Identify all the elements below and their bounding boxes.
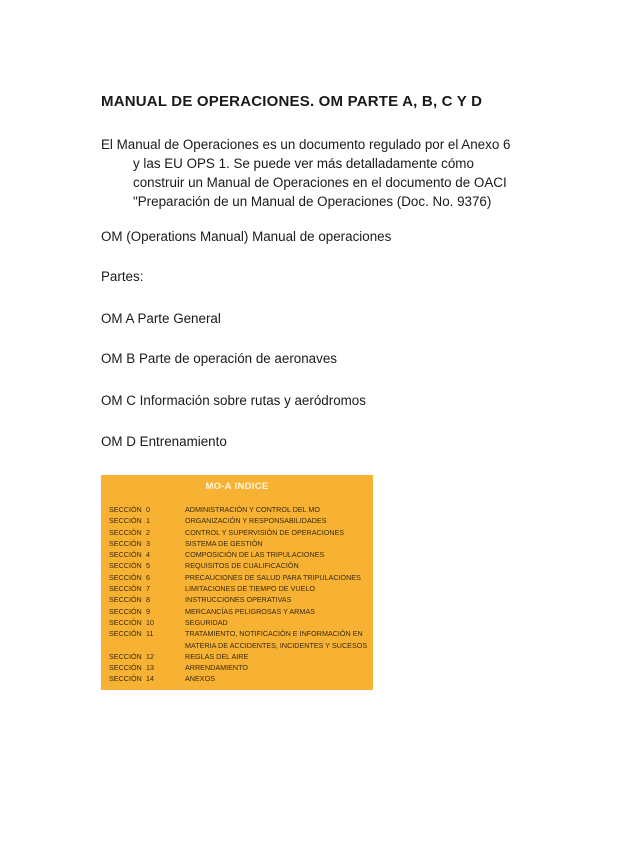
index-section-number: 0 xyxy=(146,505,150,514)
index-section-number: 5 xyxy=(146,561,150,571)
index-section-label: SECCIÓN xyxy=(109,516,142,526)
index-section-label: SECCIÓN xyxy=(109,606,142,616)
index-section-number: 1 xyxy=(146,516,150,526)
index-section-number: 11 xyxy=(146,629,154,639)
index-section-label: SECCIÓN xyxy=(109,584,142,594)
index-section-number: 6 xyxy=(146,572,150,582)
index-row xyxy=(109,504,371,515)
index-row xyxy=(109,628,371,651)
index-row xyxy=(109,538,371,549)
index-section-name: ORGANIZACIÓN Y RESPONSABILIDADES xyxy=(185,516,327,526)
index-section-name: ARRENDAMIENTO xyxy=(185,663,248,673)
index-section-name: INSTRUCCIONES OPERATIVAS xyxy=(185,595,292,605)
index-section-name: PRECAUCIONES DE SALUD PARA TRIPULACIONES xyxy=(185,572,361,582)
index-row xyxy=(109,651,371,662)
index-row xyxy=(109,594,371,605)
part-item-d: OM D Entrenamiento xyxy=(101,434,227,449)
index-row xyxy=(109,549,371,560)
intro-line: construir un Manual de Operaciones en el documento de OACI xyxy=(133,175,507,190)
index-section-label: SECCIÓN xyxy=(109,538,142,548)
mo-a-index-figure xyxy=(101,475,373,690)
index-title: MO-A INDICE xyxy=(205,481,269,492)
index-section-name: TRATAMIENTO, NOTIFICACIÓN E INFORMACIÓN EN MATERIA DE ACCIDENTES, INCIDENTES Y SUCESOS xyxy=(185,629,368,650)
index-row xyxy=(109,572,371,583)
index-row xyxy=(109,527,371,538)
index-section-number: 4 xyxy=(146,550,150,560)
index-section-label: SECCIÓN xyxy=(109,617,142,627)
index-section-label: SECCIÓN xyxy=(109,550,142,560)
index-section-name: ADMINISTRACIÓN Y CONTROL DEL MO xyxy=(185,505,320,514)
index-row xyxy=(109,673,371,684)
index-section-label: SECCIÓN xyxy=(109,629,142,639)
index-section-label: SECCIÓN xyxy=(109,651,142,661)
index-section-name: CONTROL Y SUPERVISIÓN DE OPERACIONES xyxy=(185,527,345,537)
index-section-number: 14 xyxy=(146,674,154,684)
index-section-name: ANEXOS xyxy=(185,674,215,684)
index-section-number: 3 xyxy=(146,538,150,548)
part-item-b: OM B Parte de operación de aeronaves xyxy=(101,351,337,366)
index-section-number: 10 xyxy=(146,617,154,627)
index-section-name: LIMITACIONES DE TIEMPO DE VUELO xyxy=(185,584,315,594)
page-title: MANUAL DE OPERACIONES. OM PARTE A, B, C Y D xyxy=(101,93,483,110)
index-section-label: SECCIÓN xyxy=(109,572,142,582)
index-section-name: COMPOSICIÓN DE LAS TRIPULACIONES xyxy=(185,550,325,560)
index-row xyxy=(109,560,371,571)
index-section-label: SECCIÓN xyxy=(109,595,142,605)
index-row xyxy=(109,583,371,594)
index-section-name: REQUISITOS DE CUALIFICACIÓN xyxy=(185,561,299,571)
index-section-number: 9 xyxy=(146,606,150,616)
intro-line: "Preparación de un Manual de Operaciones (Doc. No. 9376) xyxy=(133,194,492,209)
intro-paragraph xyxy=(101,135,541,211)
index-row xyxy=(109,515,371,526)
intro-line: y las EU OPS 1. Se puede ver más detalladamente cómo xyxy=(133,156,474,171)
index-section-name: SISTEMA DE GESTIÓN xyxy=(185,538,263,548)
index-section-number: 12 xyxy=(146,651,154,661)
index-section-label: SECCIÓN xyxy=(109,505,142,514)
intro-line: El Manual de Operaciones es un documento regulado por el Anexo 6 xyxy=(101,137,511,152)
index-row xyxy=(109,617,371,628)
index-rows xyxy=(109,504,371,685)
index-section-name: MERCANCÍAS PELIGROSAS Y ARMAS xyxy=(185,606,315,616)
index-section-number: 13 xyxy=(146,663,154,673)
index-section-name: SEGURIDAD xyxy=(185,617,228,627)
index-section-name: REGLAS DEL AIRE xyxy=(185,651,249,661)
index-section-number: 8 xyxy=(146,595,150,605)
parts-label: Partes: xyxy=(101,269,144,284)
index-section-label: SECCIÓN xyxy=(109,561,142,571)
index-row xyxy=(109,606,371,617)
part-item-a: OM A Parte General xyxy=(101,311,221,326)
part-item-c: OM C Información sobre rutas y aeródromos xyxy=(101,393,366,408)
index-section-number: 7 xyxy=(146,584,150,594)
index-section-label: SECCIÓN xyxy=(109,527,142,537)
om-definition: OM (Operations Manual) Manual de operaciones xyxy=(101,229,392,244)
index-row xyxy=(109,662,371,673)
index-section-number: 2 xyxy=(146,527,150,537)
index-section-label: SECCIÓN xyxy=(109,674,142,684)
index-section-label: SECCIÓN xyxy=(109,663,142,673)
